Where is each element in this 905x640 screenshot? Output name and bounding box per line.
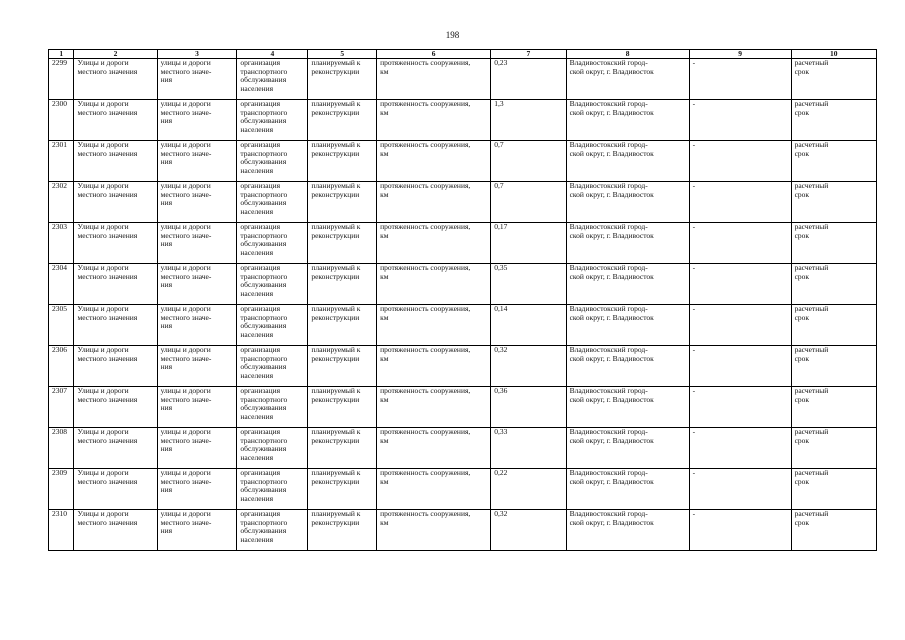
row-number-cell: 2300 xyxy=(49,100,74,141)
status-cell: планируемый к реконструкции xyxy=(308,469,377,510)
term-cell: расчетный срок xyxy=(791,141,876,182)
term-cell: расчетный срок xyxy=(791,469,876,510)
table-row xyxy=(49,59,877,100)
object-name-cell: Улицы и дороги местного значения xyxy=(74,264,157,305)
term-cell: расчетный срок xyxy=(791,346,876,387)
object-type-cell: улицы и дороги местного значе- ния xyxy=(157,428,237,469)
location-cell: Владивостокский город- ской округ, г. Владивосток xyxy=(566,428,689,469)
value-cell: 0,7 xyxy=(491,141,566,182)
location-cell: Владивостокский город- ской округ, г. Владивосток xyxy=(566,387,689,428)
purpose-cell: организация транспортного обслуживания населения xyxy=(237,264,308,305)
table-row xyxy=(49,264,877,305)
table-row xyxy=(49,428,877,469)
purpose-cell: организация транспортного обслуживания населения xyxy=(237,59,308,100)
objects-table xyxy=(48,49,877,551)
value-cell: 0,14 xyxy=(491,305,566,346)
table-row xyxy=(49,387,877,428)
term-cell: расчетный срок xyxy=(791,305,876,346)
parameter-cell: протяженность сооружения, км xyxy=(377,428,491,469)
status-cell: планируемый к реконструкции xyxy=(308,264,377,305)
status-cell: планируемый к реконструкции xyxy=(308,346,377,387)
status-cell: планируемый к реконструкции xyxy=(308,223,377,264)
value-cell: 0,36 xyxy=(491,387,566,428)
row-number-cell: 2307 xyxy=(49,387,74,428)
purpose-cell: организация транспортного обслуживания населения xyxy=(237,100,308,141)
object-type-cell: улицы и дороги местного значе- ния xyxy=(157,141,237,182)
location-cell: Владивостокский город- ской округ, г. Владивосток xyxy=(566,264,689,305)
value-cell: 0,32 xyxy=(491,346,566,387)
parameter-cell: протяженность сооружения, км xyxy=(377,469,491,510)
zone-cell: - xyxy=(689,428,791,469)
parameter-cell: протяженность сооружения, км xyxy=(377,510,491,551)
term-cell: расчетный срок xyxy=(791,182,876,223)
object-type-cell: улицы и дороги местного значе- ния xyxy=(157,305,237,346)
parameter-cell: протяженность сооружения, км xyxy=(377,141,491,182)
object-name-cell: Улицы и дороги местного значения xyxy=(74,141,157,182)
location-cell: Владивостокский город- ской округ, г. Владивосток xyxy=(566,469,689,510)
zone-cell: - xyxy=(689,346,791,387)
term-cell: расчетный срок xyxy=(791,223,876,264)
table-body xyxy=(49,59,877,551)
table-row xyxy=(49,141,877,182)
zone-cell: - xyxy=(689,182,791,223)
location-cell: Владивостокский город- ской округ, г. Владивосток xyxy=(566,182,689,223)
header-cell: 5 xyxy=(308,50,377,59)
value-cell: 0,32 xyxy=(491,510,566,551)
parameter-cell: протяженность сооружения, км xyxy=(377,100,491,141)
object-name-cell: Улицы и дороги местного значения xyxy=(74,182,157,223)
header-cell: 9 xyxy=(689,50,791,59)
purpose-cell: организация транспортного обслуживания населения xyxy=(237,305,308,346)
location-cell: Владивостокский город- ской округ, г. Владивосток xyxy=(566,100,689,141)
header-cell: 4 xyxy=(237,50,308,59)
table-row xyxy=(49,346,877,387)
row-number-cell: 2299 xyxy=(49,59,74,100)
object-type-cell: улицы и дороги местного значе- ния xyxy=(157,100,237,141)
purpose-cell: организация транспортного обслуживания населения xyxy=(237,346,308,387)
zone-cell: - xyxy=(689,387,791,428)
status-cell: планируемый к реконструкции xyxy=(308,59,377,100)
location-cell: Владивостокский город- ской округ, г. Владивосток xyxy=(566,346,689,387)
zone-cell: - xyxy=(689,223,791,264)
table-row xyxy=(49,469,877,510)
object-name-cell: Улицы и дороги местного значения xyxy=(74,223,157,264)
object-type-cell: улицы и дороги местного значе- ния xyxy=(157,59,237,100)
parameter-cell: протяженность сооружения, км xyxy=(377,387,491,428)
object-name-cell: Улицы и дороги местного значения xyxy=(74,100,157,141)
header-cell: 1 xyxy=(49,50,74,59)
page-number: 198 xyxy=(445,30,460,40)
row-number-cell: 2310 xyxy=(49,510,74,551)
header-cell: 7 xyxy=(491,50,566,59)
location-cell: Владивостокский город- ской округ, г. Владивосток xyxy=(566,510,689,551)
object-type-cell: улицы и дороги местного значе- ния xyxy=(157,469,237,510)
purpose-cell: организация транспортного обслуживания населения xyxy=(237,510,308,551)
location-cell: Владивостокский город- ской округ, г. Владивосток xyxy=(566,141,689,182)
location-cell: Владивостокский город- ской округ, г. Владивосток xyxy=(566,223,689,264)
object-type-cell: улицы и дороги местного значе- ния xyxy=(157,387,237,428)
row-number-cell: 2309 xyxy=(49,469,74,510)
term-cell: расчетный срок xyxy=(791,510,876,551)
table-row xyxy=(49,100,877,141)
row-number-cell: 2305 xyxy=(49,305,74,346)
zone-cell: - xyxy=(689,305,791,346)
object-name-cell: Улицы и дороги местного значения xyxy=(74,469,157,510)
object-type-cell: улицы и дороги местного значе- ния xyxy=(157,346,237,387)
parameter-cell: протяженность сооружения, км xyxy=(377,182,491,223)
purpose-cell: организация транспортного обслуживания населения xyxy=(237,182,308,223)
parameter-cell: протяженность сооружения, км xyxy=(377,346,491,387)
object-name-cell: Улицы и дороги местного значения xyxy=(74,59,157,100)
object-name-cell: Улицы и дороги местного значения xyxy=(74,387,157,428)
value-cell: 0,7 xyxy=(491,182,566,223)
header-cell: 8 xyxy=(566,50,689,59)
parameter-cell: протяженность сооружения, км xyxy=(377,223,491,264)
object-type-cell: улицы и дороги местного значе- ния xyxy=(157,264,237,305)
purpose-cell: организация транспортного обслуживания населения xyxy=(237,428,308,469)
parameter-cell: протяженность сооружения, км xyxy=(377,305,491,346)
zone-cell: - xyxy=(689,100,791,141)
location-cell: Владивостокский город- ской округ, г. Владивосток xyxy=(566,305,689,346)
value-cell: 0,17 xyxy=(491,223,566,264)
object-type-cell: улицы и дороги местного значе- ния xyxy=(157,182,237,223)
row-number-cell: 2302 xyxy=(49,182,74,223)
row-number-cell: 2308 xyxy=(49,428,74,469)
value-cell: 0,23 xyxy=(491,59,566,100)
value-cell: 0,33 xyxy=(491,428,566,469)
status-cell: планируемый к реконструкции xyxy=(308,428,377,469)
zone-cell: - xyxy=(689,469,791,510)
zone-cell: - xyxy=(689,264,791,305)
zone-cell: - xyxy=(689,510,791,551)
term-cell: расчетный срок xyxy=(791,428,876,469)
header-cell: 10 xyxy=(791,50,876,59)
location-cell: Владивостокский город- ской округ, г. Владивосток xyxy=(566,59,689,100)
parameter-cell: протяженность сооружения, км xyxy=(377,264,491,305)
table-row xyxy=(49,305,877,346)
status-cell: планируемый к реконструкции xyxy=(308,141,377,182)
header-cell: 2 xyxy=(74,50,157,59)
status-cell: планируемый к реконструкции xyxy=(308,305,377,346)
term-cell: расчетный срок xyxy=(791,59,876,100)
term-cell: расчетный срок xyxy=(791,100,876,141)
row-number-cell: 2306 xyxy=(49,346,74,387)
term-cell: расчетный срок xyxy=(791,387,876,428)
status-cell: планируемый к реконструкции xyxy=(308,387,377,428)
table-row xyxy=(49,510,877,551)
object-type-cell: улицы и дороги местного значе- ния xyxy=(157,510,237,551)
value-cell: 0,35 xyxy=(491,264,566,305)
status-cell: планируемый к реконструкции xyxy=(308,182,377,223)
row-number-cell: 2301 xyxy=(49,141,74,182)
parameter-cell: протяженность сооружения, км xyxy=(377,59,491,100)
purpose-cell: организация транспортного обслуживания населения xyxy=(237,141,308,182)
purpose-cell: организация транспортного обслуживания населения xyxy=(237,223,308,264)
status-cell: планируемый к реконструкции xyxy=(308,100,377,141)
table-header xyxy=(49,50,877,59)
header-cell: 3 xyxy=(157,50,237,59)
header-cell: 6 xyxy=(377,50,491,59)
object-name-cell: Улицы и дороги местного значения xyxy=(74,305,157,346)
term-cell: расчетный срок xyxy=(791,264,876,305)
value-cell: 0,22 xyxy=(491,469,566,510)
purpose-cell: организация транспортного обслуживания населения xyxy=(237,387,308,428)
object-name-cell: Улицы и дороги местного значения xyxy=(74,510,157,551)
object-name-cell: Улицы и дороги местного значения xyxy=(74,346,157,387)
value-cell: 1,3 xyxy=(491,100,566,141)
row-number-cell: 2304 xyxy=(49,264,74,305)
zone-cell: - xyxy=(689,59,791,100)
purpose-cell: организация транспортного обслуживания населения xyxy=(237,469,308,510)
row-number-cell: 2303 xyxy=(49,223,74,264)
status-cell: планируемый к реконструкции xyxy=(308,510,377,551)
table-row xyxy=(49,223,877,264)
object-name-cell: Улицы и дороги местного значения xyxy=(74,428,157,469)
zone-cell: - xyxy=(689,141,791,182)
object-type-cell: улицы и дороги местного значе- ния xyxy=(157,223,237,264)
table-row xyxy=(49,182,877,223)
header-row xyxy=(49,50,877,59)
